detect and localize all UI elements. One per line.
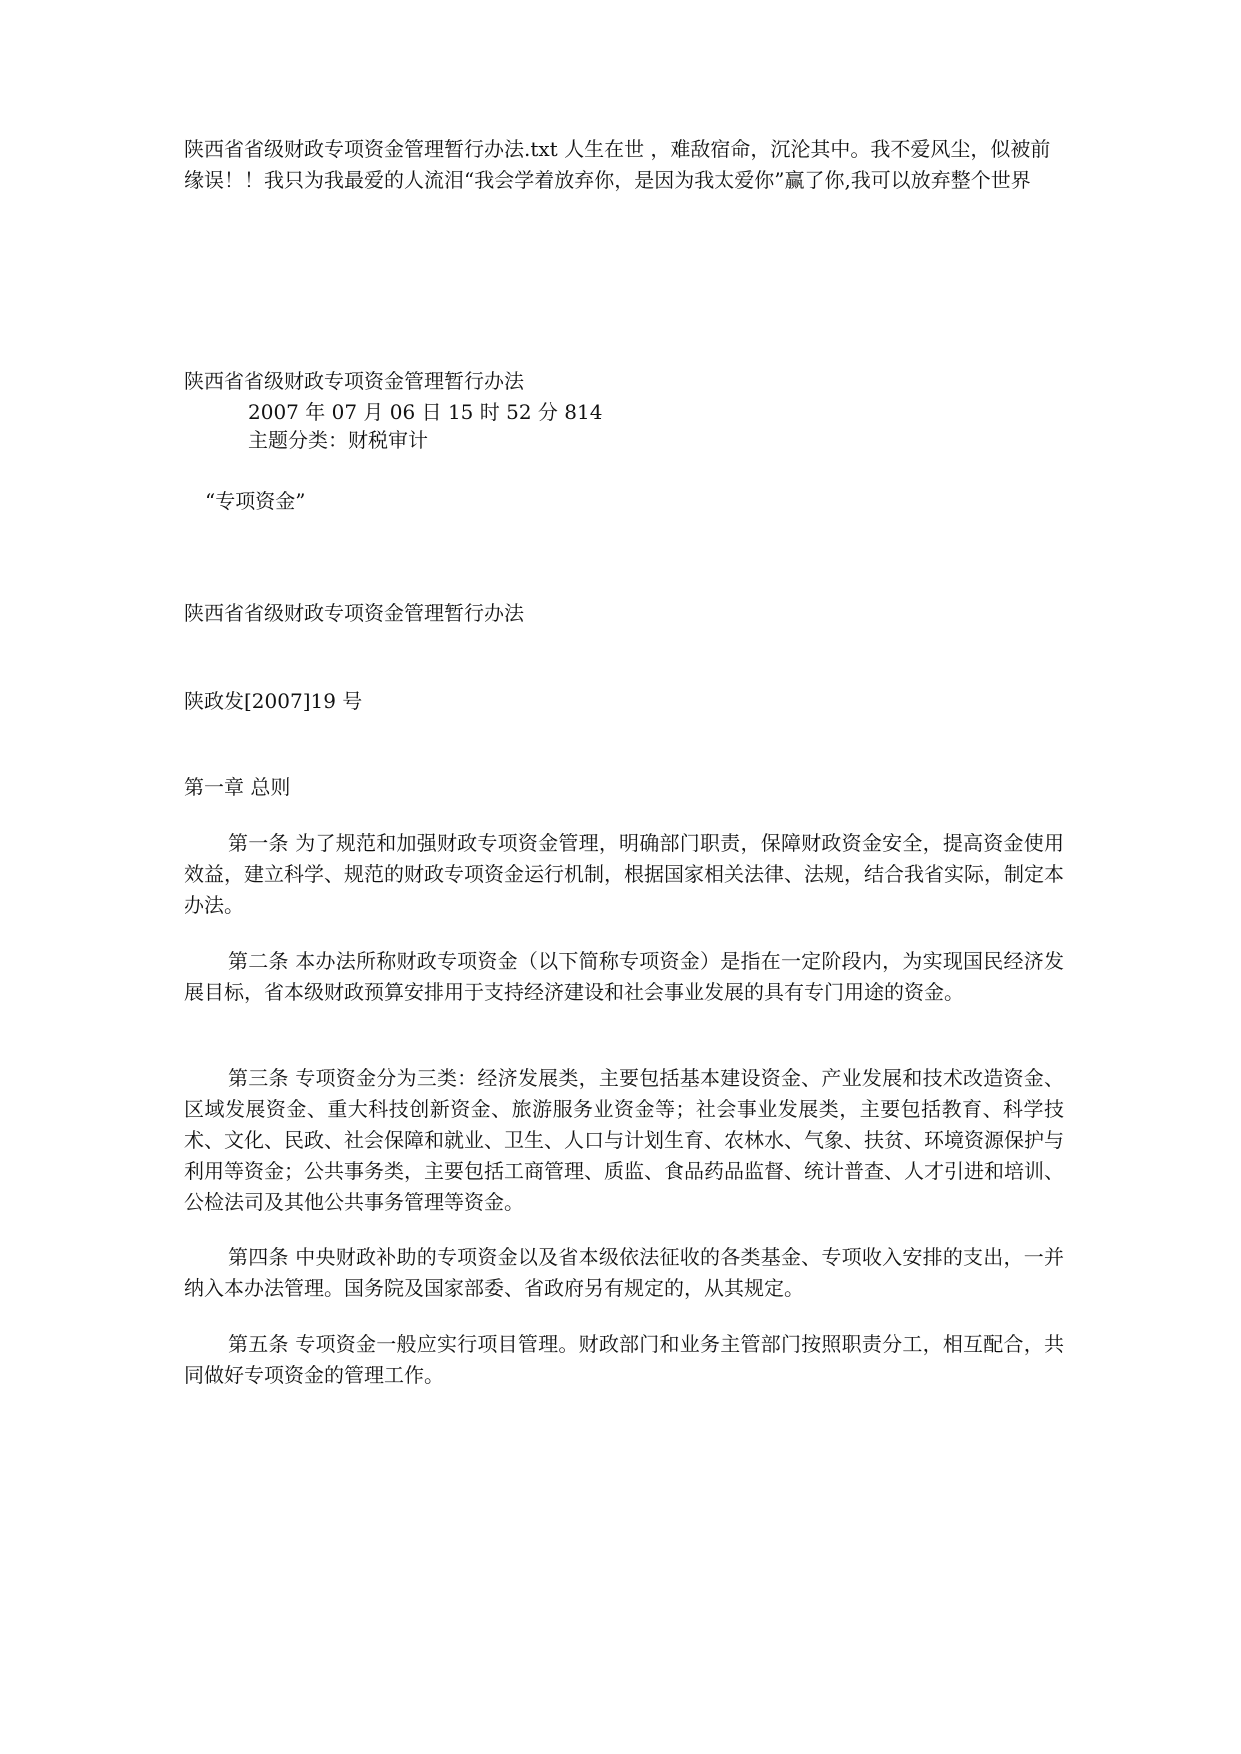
article-1: 第一条 为了规范和加强财政专项资金管理，明确部门职责，保障财政资金安全，提高资金使用效益，建立科学、规范的财政专项资金运行机制，根据国家相关法律、法规，结合我省实际，制定本办法。 bbox=[184, 831, 1064, 917]
article-5: 第五条 专项资金一般应实行项目管理。财政部门和业务主管部门按照职责分工，相互配合，共同做好专项资金的管理工作。 bbox=[184, 1332, 1064, 1387]
document-title: 陕西省省级财政专项资金管理暂行办法 bbox=[184, 369, 524, 393]
intro-text: 陕西省省级财政专项资金管理暂行办法.txt 人生在世 ，难敌宿命，沉沦其中。我不爱风尘，似被前缘误！！我只为我最爱的人流泪“我会学着放弃你，是因为我太爱你”赢了你,我可以放弃整个世界 bbox=[184, 137, 1051, 192]
document-heading: 陕西省省级财政专项资金管理暂行办法 bbox=[184, 601, 524, 625]
quoted-term: “专项资金” bbox=[205, 489, 306, 513]
article-2: 第二条 本办法所称财政专项资金（以下简称专项资金）是指在一定阶段内，为实现国民经济发展目标，省本级财政预算安排用于支持经济建设和社会事业发展的具有专门用途的资金。 bbox=[184, 949, 1064, 1004]
chapter-heading: 第一章 总则 bbox=[184, 775, 291, 799]
article-3: 第三条 专项资金分为三类：经济发展类，主要包括基本建设资金、产业发展和技术改造资金、区域发展资金、重大科技创新资金、旅游服务业资金等；社会事业发展类，主要包括教育、科学技术、文化、民政、社会保障和就业、卫生、人口与计划生育、农林水、气象、扶贫、环境资源保护与利用等资金；公共事务类，主要包括工商管理、质监、食品药品监督、统计普查、人才引进和培训、公检法司及其他公共事务管理等资金。 bbox=[184, 1066, 1064, 1214]
topic-category: 主题分类：财税审计 bbox=[248, 428, 428, 452]
document-number: 陕政发[2007]19 号 bbox=[184, 689, 363, 713]
publish-date: 2007 年 07 月 06 日 15 时 52 分 814 bbox=[248, 400, 603, 424]
article-4: 第四条 中央财政补助的专项资金以及省本级依法征收的各类基金、专项收入安排的支出，一并纳入本办法管理。国务院及国家部委、省政府另有规定的，从其规定。 bbox=[184, 1245, 1064, 1300]
